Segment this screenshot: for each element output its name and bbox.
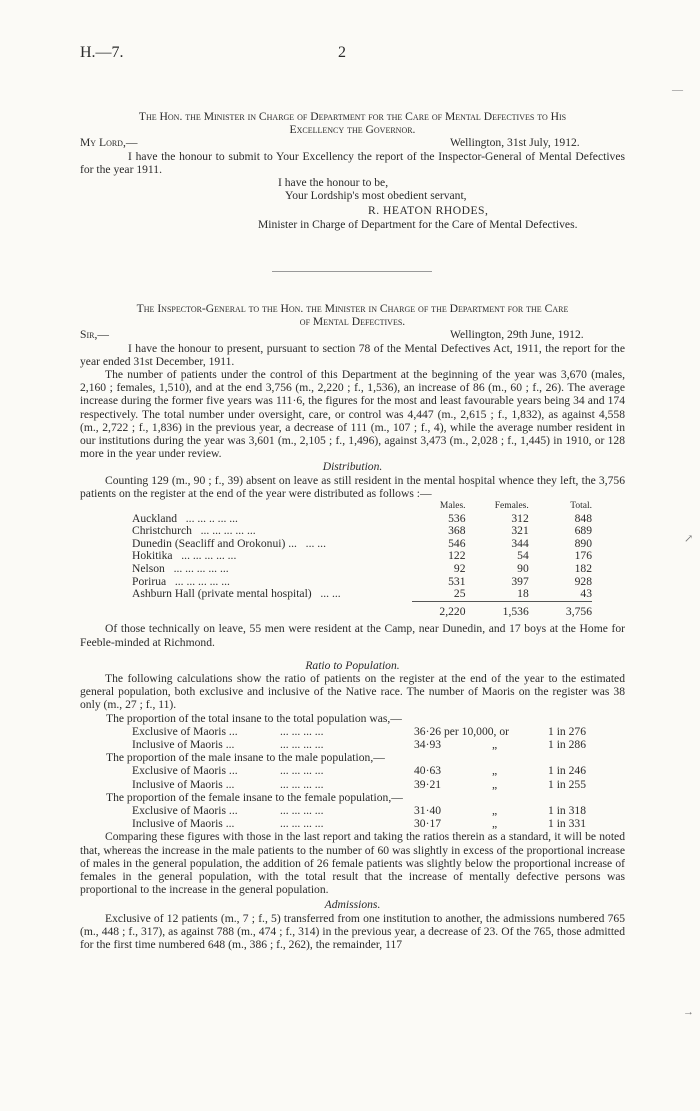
ditto-mark: „ bbox=[492, 764, 498, 778]
ratio-label: Inclusive of Maoris ... bbox=[132, 737, 235, 751]
admissions-heading: Admissions. bbox=[324, 898, 381, 912]
distribution-table bbox=[132, 500, 592, 618]
distribution-intro: Counting 129 (m., 90 ; f., 39) absent on leave as still resident in the mental hospital whence they left, the 3,756 patients on the register at the end of the year were distributed as follows :— bbox=[80, 473, 625, 500]
letter-inspector-to-minister bbox=[80, 302, 625, 951]
leader-dots: ... ... ... ... ... bbox=[173, 562, 229, 575]
males-total: 2,220 bbox=[412, 601, 465, 618]
females-value: 312 bbox=[511, 511, 529, 525]
total-value: 182 bbox=[574, 562, 592, 575]
letter1-closing2: Your Lordship's most obedient servant, bbox=[285, 189, 467, 203]
letter1-salutation-row bbox=[80, 136, 625, 149]
leader-dots: ... ... ... ... bbox=[280, 777, 324, 791]
ratio-one-in: 1 in 255 bbox=[548, 777, 587, 791]
ratio-group-label: The proportion of the total insane to the total population was,— bbox=[106, 711, 402, 725]
ratio-group bbox=[80, 712, 625, 752]
letter1-closing: I have the honour to be, bbox=[278, 176, 389, 189]
letter2-salutation: Sir,— bbox=[80, 328, 109, 342]
distribution-heading: Distribution. bbox=[322, 460, 383, 474]
females-value: 90 bbox=[517, 562, 529, 575]
table-row bbox=[132, 588, 592, 601]
letter1-body: I have the honour to submit to Your Excellency the report of the Inspector-General of Mental Defectives for the year 1911. bbox=[80, 149, 625, 176]
letter2-para1: I have the honour to present, pursuant to section 78 of the Mental Defectives Act, 1911, the report for the year ended 31st December, 1911. bbox=[80, 341, 625, 368]
page-id: H.—7. bbox=[80, 44, 124, 61]
ratio-value: 39·21 bbox=[414, 777, 442, 791]
ratio-label: Exclusive of Maoris ... bbox=[132, 724, 238, 738]
margin-mark: → bbox=[683, 1006, 694, 1018]
males-value: 536 bbox=[448, 511, 466, 525]
letter1-title-line2: Excellency the Governor. bbox=[289, 123, 416, 137]
females-value: 344 bbox=[511, 536, 529, 550]
totals-row bbox=[132, 601, 592, 618]
leader-dots: ... ... ... ... bbox=[280, 724, 324, 738]
ratio-row bbox=[80, 764, 625, 777]
ratio-label: Exclusive of Maoris ... bbox=[132, 764, 238, 778]
ratio-one-in: 1 in 331 bbox=[548, 817, 587, 831]
males-value: 25 bbox=[453, 587, 466, 601]
ditto-mark: „ bbox=[492, 737, 498, 751]
ratio-one-in: 1 in 286 bbox=[548, 737, 587, 751]
col-total: Total. bbox=[570, 501, 592, 512]
page-number: 2 bbox=[338, 44, 346, 61]
ratio-row bbox=[80, 804, 625, 817]
females-value: 54 bbox=[517, 549, 529, 563]
leader-dots: ... ... ... ... bbox=[280, 764, 324, 778]
ratio-value: 36·26 per 10,000, or bbox=[414, 724, 509, 738]
males-value: 531 bbox=[448, 574, 466, 588]
leader-dots: ... ... ... ... ... bbox=[200, 524, 256, 538]
ditto-mark: „ bbox=[492, 817, 498, 831]
col-males: Males. bbox=[439, 501, 466, 512]
ratio-group-label: The proportion of the female insane to the female population,— bbox=[106, 790, 403, 804]
admissions-text: Exclusive of 12 patients (m., 7 ; f., 5) transferred from one institution to another, the admissions numbered 765 (m., 448 ; f., 317), as against 788 (m., 474 ; f., 314) in the previous year, a decrease of 23. Of the 765, those admitted for the first time numbered 648 (m., 386 ; f., 262), the remainder, 117 bbox=[80, 911, 625, 951]
females-value: 18 bbox=[517, 587, 529, 601]
section-divider bbox=[272, 271, 432, 272]
females-total: 1,536 bbox=[466, 601, 529, 618]
ratio-group-label: The proportion of the male insane to the male population,— bbox=[106, 751, 385, 765]
total-value: 689 bbox=[574, 524, 592, 538]
ratio-group bbox=[80, 751, 625, 791]
letter1-signature: R. HEATON RHODES, bbox=[368, 204, 489, 218]
total-value: 43 bbox=[580, 587, 592, 601]
letter1-title-line1: The Hon. the Minister in Charge of Department for the Care of Mental Defectives to His bbox=[138, 110, 567, 123]
total-value: 176 bbox=[574, 549, 592, 563]
institution-name: Nelson bbox=[132, 562, 165, 575]
letter2-salutation-row bbox=[80, 328, 625, 341]
leader-dots: ... ... ... ... bbox=[280, 737, 324, 751]
letter2-title-line1: The Inspector-General to the Hon. the Minister in Charge of the Department for the Care bbox=[136, 302, 569, 315]
leader-dots: ... ... .. ... ... bbox=[185, 511, 238, 525]
ratio-after: Comparing these figures with those in the last report and taking the ratios therein as a standard, it will be noted that, whereas the increase in the male patients to the number of 60 was slightly in excess of the proportional increase of males in the general population, the addition of 26 female patients was slightly below the proportional increase of females in the general population, with the total result that the increase of mentally defective persons was proportional to the increase in the general population. bbox=[80, 830, 625, 897]
ratio-row bbox=[80, 778, 625, 791]
ratio-value: 40·63 bbox=[414, 764, 442, 778]
margin-mark: ↗ bbox=[684, 533, 694, 545]
ditto-mark: „ bbox=[492, 803, 498, 817]
ratio-heading: Ratio to Population. bbox=[305, 658, 400, 672]
ratio-one-in: 1 in 276 bbox=[548, 724, 587, 738]
ratio-one-in: 1 in 318 bbox=[548, 803, 587, 817]
distribution-after: Of those technically on leave, 55 men were resident at the Camp, near Dunedin, and 17 boys at the Home for Feeble-minded at Richmond. bbox=[80, 622, 625, 649]
institution-name: Auckland bbox=[132, 511, 178, 525]
ratio-row bbox=[80, 725, 625, 738]
ratio-value: 34·93 bbox=[414, 737, 442, 751]
letter1-salutation: My Lord,— bbox=[80, 136, 138, 150]
letter1-place-date: Wellington, 31st July, 1912. bbox=[450, 136, 580, 150]
females-value: 321 bbox=[511, 524, 529, 538]
leader-dots: ... ... ... ... ... bbox=[174, 574, 230, 588]
letter2-title-line2: of Mental Defectives. bbox=[299, 315, 406, 329]
total-value: 928 bbox=[574, 574, 592, 588]
letter-minister-to-governor bbox=[80, 110, 625, 231]
ratio-row bbox=[80, 738, 625, 751]
letter2-title bbox=[80, 302, 625, 328]
ratio-label: Exclusive of Maoris ... bbox=[132, 803, 238, 817]
ratio-label: Inclusive of Maoris ... bbox=[132, 777, 235, 791]
letter2-para2: The number of patients under the control of this Department at the beginning of the year was 3,670 (males, 2,160 ; females, 1,510), and at the end 3,756 (m., 2,220 ; f., 1,536), an increase of 86 (m., 60 ; f., 26). The average increase during the former five years was 111·6, the figures for the most and least favourable years being 34 and 174 respectively. The total number under oversight, care, or control was 4,447 (m., 2,615 ; f., 1,832), as against 4,558 (m., 2,722 ; f., 1,836) in the previous year, a decrease of 111 (m., 107 ; f., 4), while the average number resident in our institutions during the year was 3,601 (m., 2,105 ; f., 1,496), against 3,473 (m., 2,028 ; f., 1,445) in 1910, or 128 more in the year under review. bbox=[80, 368, 625, 461]
ratio-value: 30·17 bbox=[414, 817, 442, 831]
ratio-group bbox=[80, 791, 625, 831]
ditto-mark: „ bbox=[492, 777, 498, 791]
ratio-intro: The following calculations show the ratio of patients on the register at the end of the year to the estimated general population, both exclusive and inclusive of the Native race. The number of Maoris on the register was 38 only (m., 27 ; f., 11). bbox=[80, 671, 625, 712]
letter1-title bbox=[80, 110, 625, 136]
institution-name: Porirua bbox=[132, 574, 167, 588]
institution-name: Dunedin (Seacliff and Orokonui) ... bbox=[132, 536, 297, 550]
institution-name: Christchurch bbox=[132, 524, 192, 538]
total-value: 848 bbox=[574, 511, 592, 525]
grand-total: 3,756 bbox=[529, 601, 592, 618]
institution-name: Ashburn Hall (private mental hospital) bbox=[132, 587, 312, 601]
leader-dots: ... ... ... ... bbox=[280, 817, 324, 831]
ratio-label: Inclusive of Maoris ... bbox=[132, 817, 235, 831]
ratio-one-in: 1 in 246 bbox=[548, 764, 587, 778]
letter1-sign-title: Minister in Charge of Department for the Care of Mental Defectives. bbox=[258, 217, 578, 231]
letter2-place-date: Wellington, 29th June, 1912. bbox=[450, 328, 584, 342]
ratio-row bbox=[80, 817, 625, 830]
margin-mark: — bbox=[672, 84, 683, 96]
males-value: 122 bbox=[448, 549, 466, 563]
leader-dots: ... ... ... ... bbox=[280, 803, 324, 817]
col-females: Females. bbox=[494, 501, 529, 512]
leader-dots: ... ... ... ... ... bbox=[181, 549, 237, 563]
institution-name: Hokitika bbox=[132, 549, 173, 563]
males-value: 92 bbox=[453, 562, 466, 575]
leader-dots: ... ... bbox=[305, 536, 326, 550]
ratio-value: 31·40 bbox=[414, 803, 442, 817]
leader-dots: ... ... bbox=[320, 587, 341, 601]
total-value: 890 bbox=[574, 536, 592, 550]
males-value: 368 bbox=[448, 524, 466, 538]
females-value: 397 bbox=[511, 574, 529, 588]
males-value: 546 bbox=[448, 536, 466, 550]
